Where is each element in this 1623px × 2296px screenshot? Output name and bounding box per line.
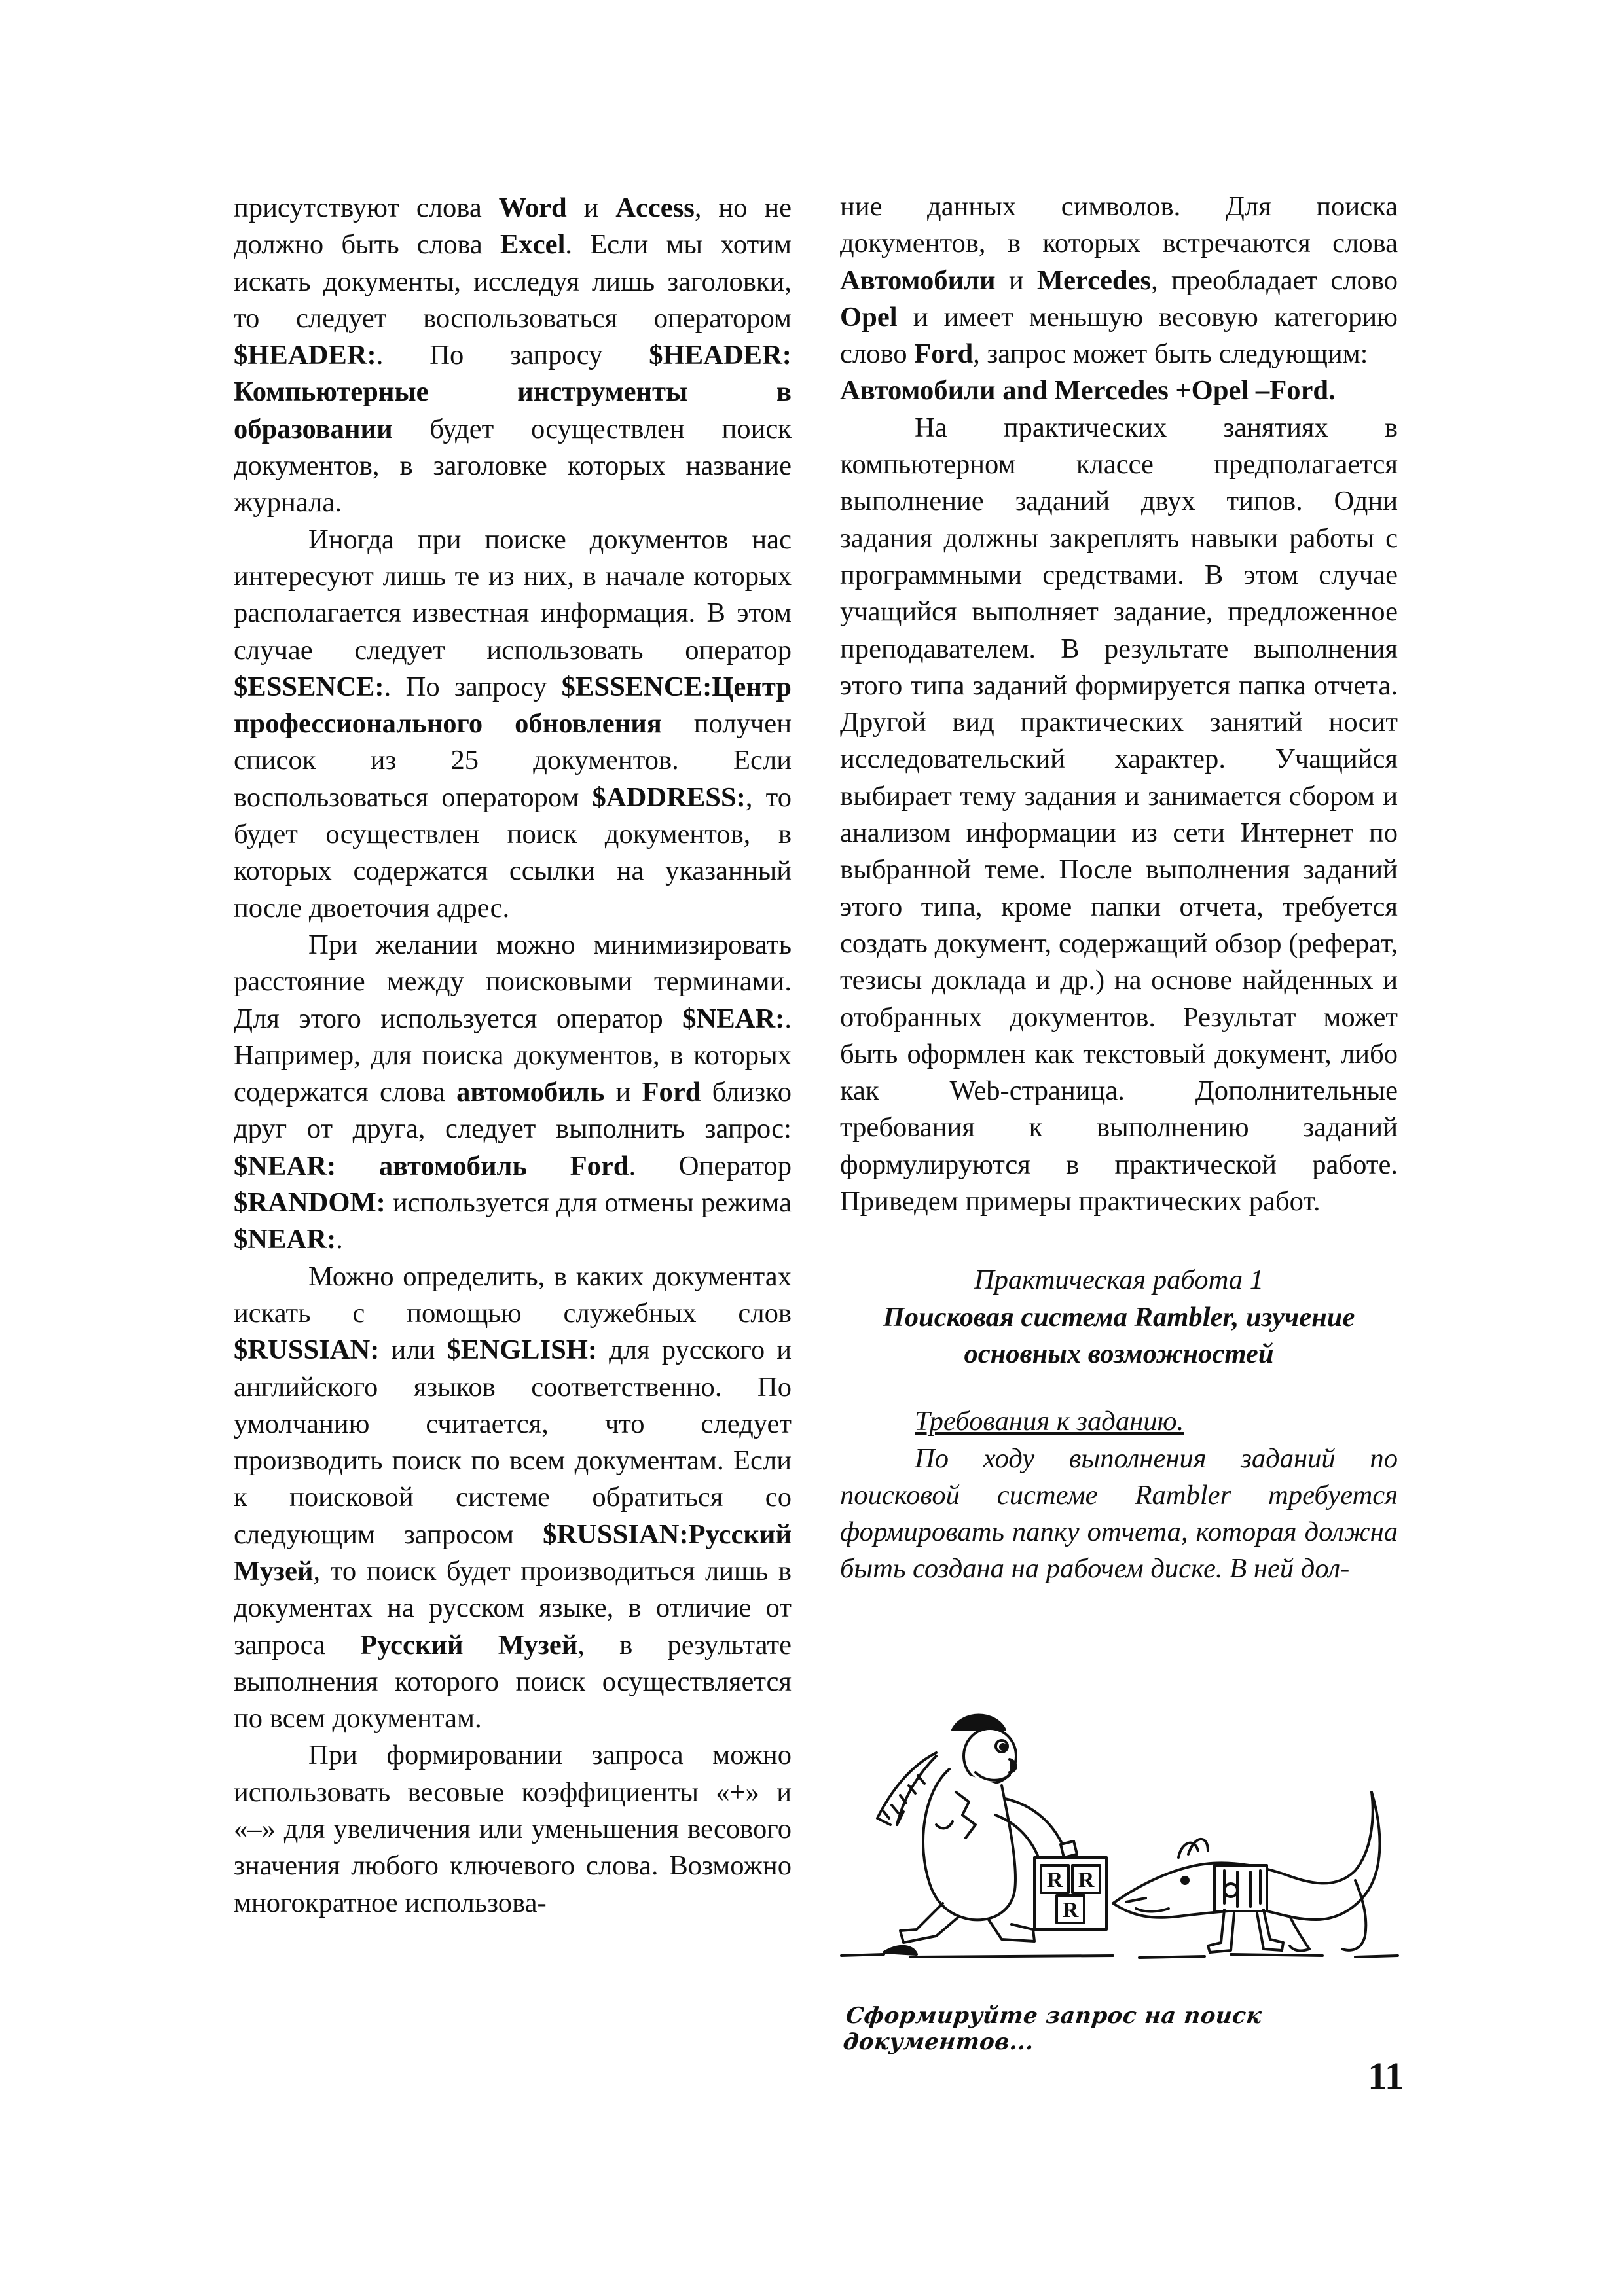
requirements-heading: Требования к заданию. bbox=[915, 1406, 1184, 1437]
right-column bbox=[840, 188, 1398, 1588]
practical-work-title: Поисковая система Rambler, изучение основных возможностей bbox=[883, 1301, 1355, 1369]
practical-work-label: Практическая работа 1 bbox=[974, 1265, 1264, 1296]
left-paragraph-5: При формировании запроса можно использовать весовые коэффициенты «+» и «–» для увеличения или уменьшения весового значения любого ключевого слова. Возможно многократное использова- bbox=[234, 1740, 792, 1918]
left-column bbox=[234, 190, 792, 1922]
spacer bbox=[840, 1220, 1398, 1262]
left-paragraph-3: При желании можно минимизировать расстояние между поисковыми терминами. Для этого используется оператор $NEAR:. Например, для поиска документов, в которых содержатся слова автомобиль и Ford близко друг от друга, следует выполнить запрос: $NEAR: автомобиль Ford. Оператор $RANDOM: используется для отмены режима $NEAR:. bbox=[234, 929, 792, 1255]
requirements-text: По ходу выполнения заданий по поисковой системе Rambler требуется формировать папку отчета, которая должна быть создана на рабочем диске. В ней дол- bbox=[840, 1443, 1398, 1585]
left-paragraph-2: Иногда при поиске документов нас интересуют лишь те из них, в начале которых располагается известная информация. В этом случае следует использовать оператор $ESSENCE:. По запросу $ESSENCE:Центр профессионального обновления получен список из 25 документов. Если воспользоваться оператором $ADDRESS:, то будет осуществлен поиск документов, в которых содержатся ссылки на указанный после двоеточия адрес. bbox=[234, 524, 792, 924]
spacer bbox=[840, 1372, 1398, 1403]
ground-line bbox=[841, 1954, 1398, 1958]
right-paragraph-1: ние данных символов. Для поиска документов, в которых встречаются слова Автомобили и Mercedes, преобладает слово Opel и имеет меньшую весовую категорию слово Ford, запрос может быть следующим: bbox=[840, 191, 1398, 370]
left-paragraph-4: Можно определить, в каких документах искать с помощью служебных слов $RUSSIAN: или $ENGLISH: для русского и английского языков соответственно. По умолчанию считается, что следует производить поиск по всем документам. Если к поисковой системе обратиться со следующим запросом $RUSSIAN:Русский Музей, то поиск будет производиться лишь в документах на русском языке, в отличие от запроса Русский Музей, в результате выполнения которого поиск осуществляется по всем документам. bbox=[234, 1261, 792, 1734]
body bbox=[923, 1769, 1015, 1920]
cap bbox=[953, 1715, 1005, 1731]
illustration-caption: Сформируйте запрос на поиск документов... bbox=[841, 2003, 1264, 2055]
sign-letter: R bbox=[1062, 1898, 1079, 1922]
sign-letter: R bbox=[1078, 1868, 1095, 1892]
right-paragraph-2: На практических занятиях в компьютерном классе предполагается выполнение заданий двух типов. Одни задания должны закреплять навыки работы с программными средствами. В этом случае учащийся выполняет задание, предложенное преподавателем. В результате выполнения этого типа заданий формируется папка отчета. Другой вид практических занятий носит исследовательский характер. Учащийся выбирает тему задания и занимается сбором и анализом информации из сети Интернет по выбранной теме. После выполнения заданий этого типа, кроме папки отчета, требуется создать документ, содержащий обзор (реферат, тезисы доклада и др.) на основе найденных и отобранных документов. Результат может быть оформлен как текстовый документ, либо как Web-страница. Дополнительные требования к выполнению заданий формулируются в практической работе. Приведем примеры практических работ. bbox=[840, 412, 1398, 1217]
query-example: Автомобили and Mercedes +Opel –Ford. bbox=[840, 375, 1336, 406]
page-number: 11 bbox=[1368, 2054, 1404, 2097]
sign-letter: R bbox=[1046, 1868, 1063, 1892]
left-paragraph-1: присутствуют слова Word и Access, но не должно быть слова Excel. Если мы хотим искать документы, исследуя лишь заголовки, то следует воспользоваться оператором $HEADER:. По запросу $HEADER: Компьютерные инструменты в образовании будет осуществлен поиск документов, в заголовке которых название журнала. bbox=[234, 192, 792, 518]
cartoon-illustration bbox=[838, 1694, 1401, 1995]
